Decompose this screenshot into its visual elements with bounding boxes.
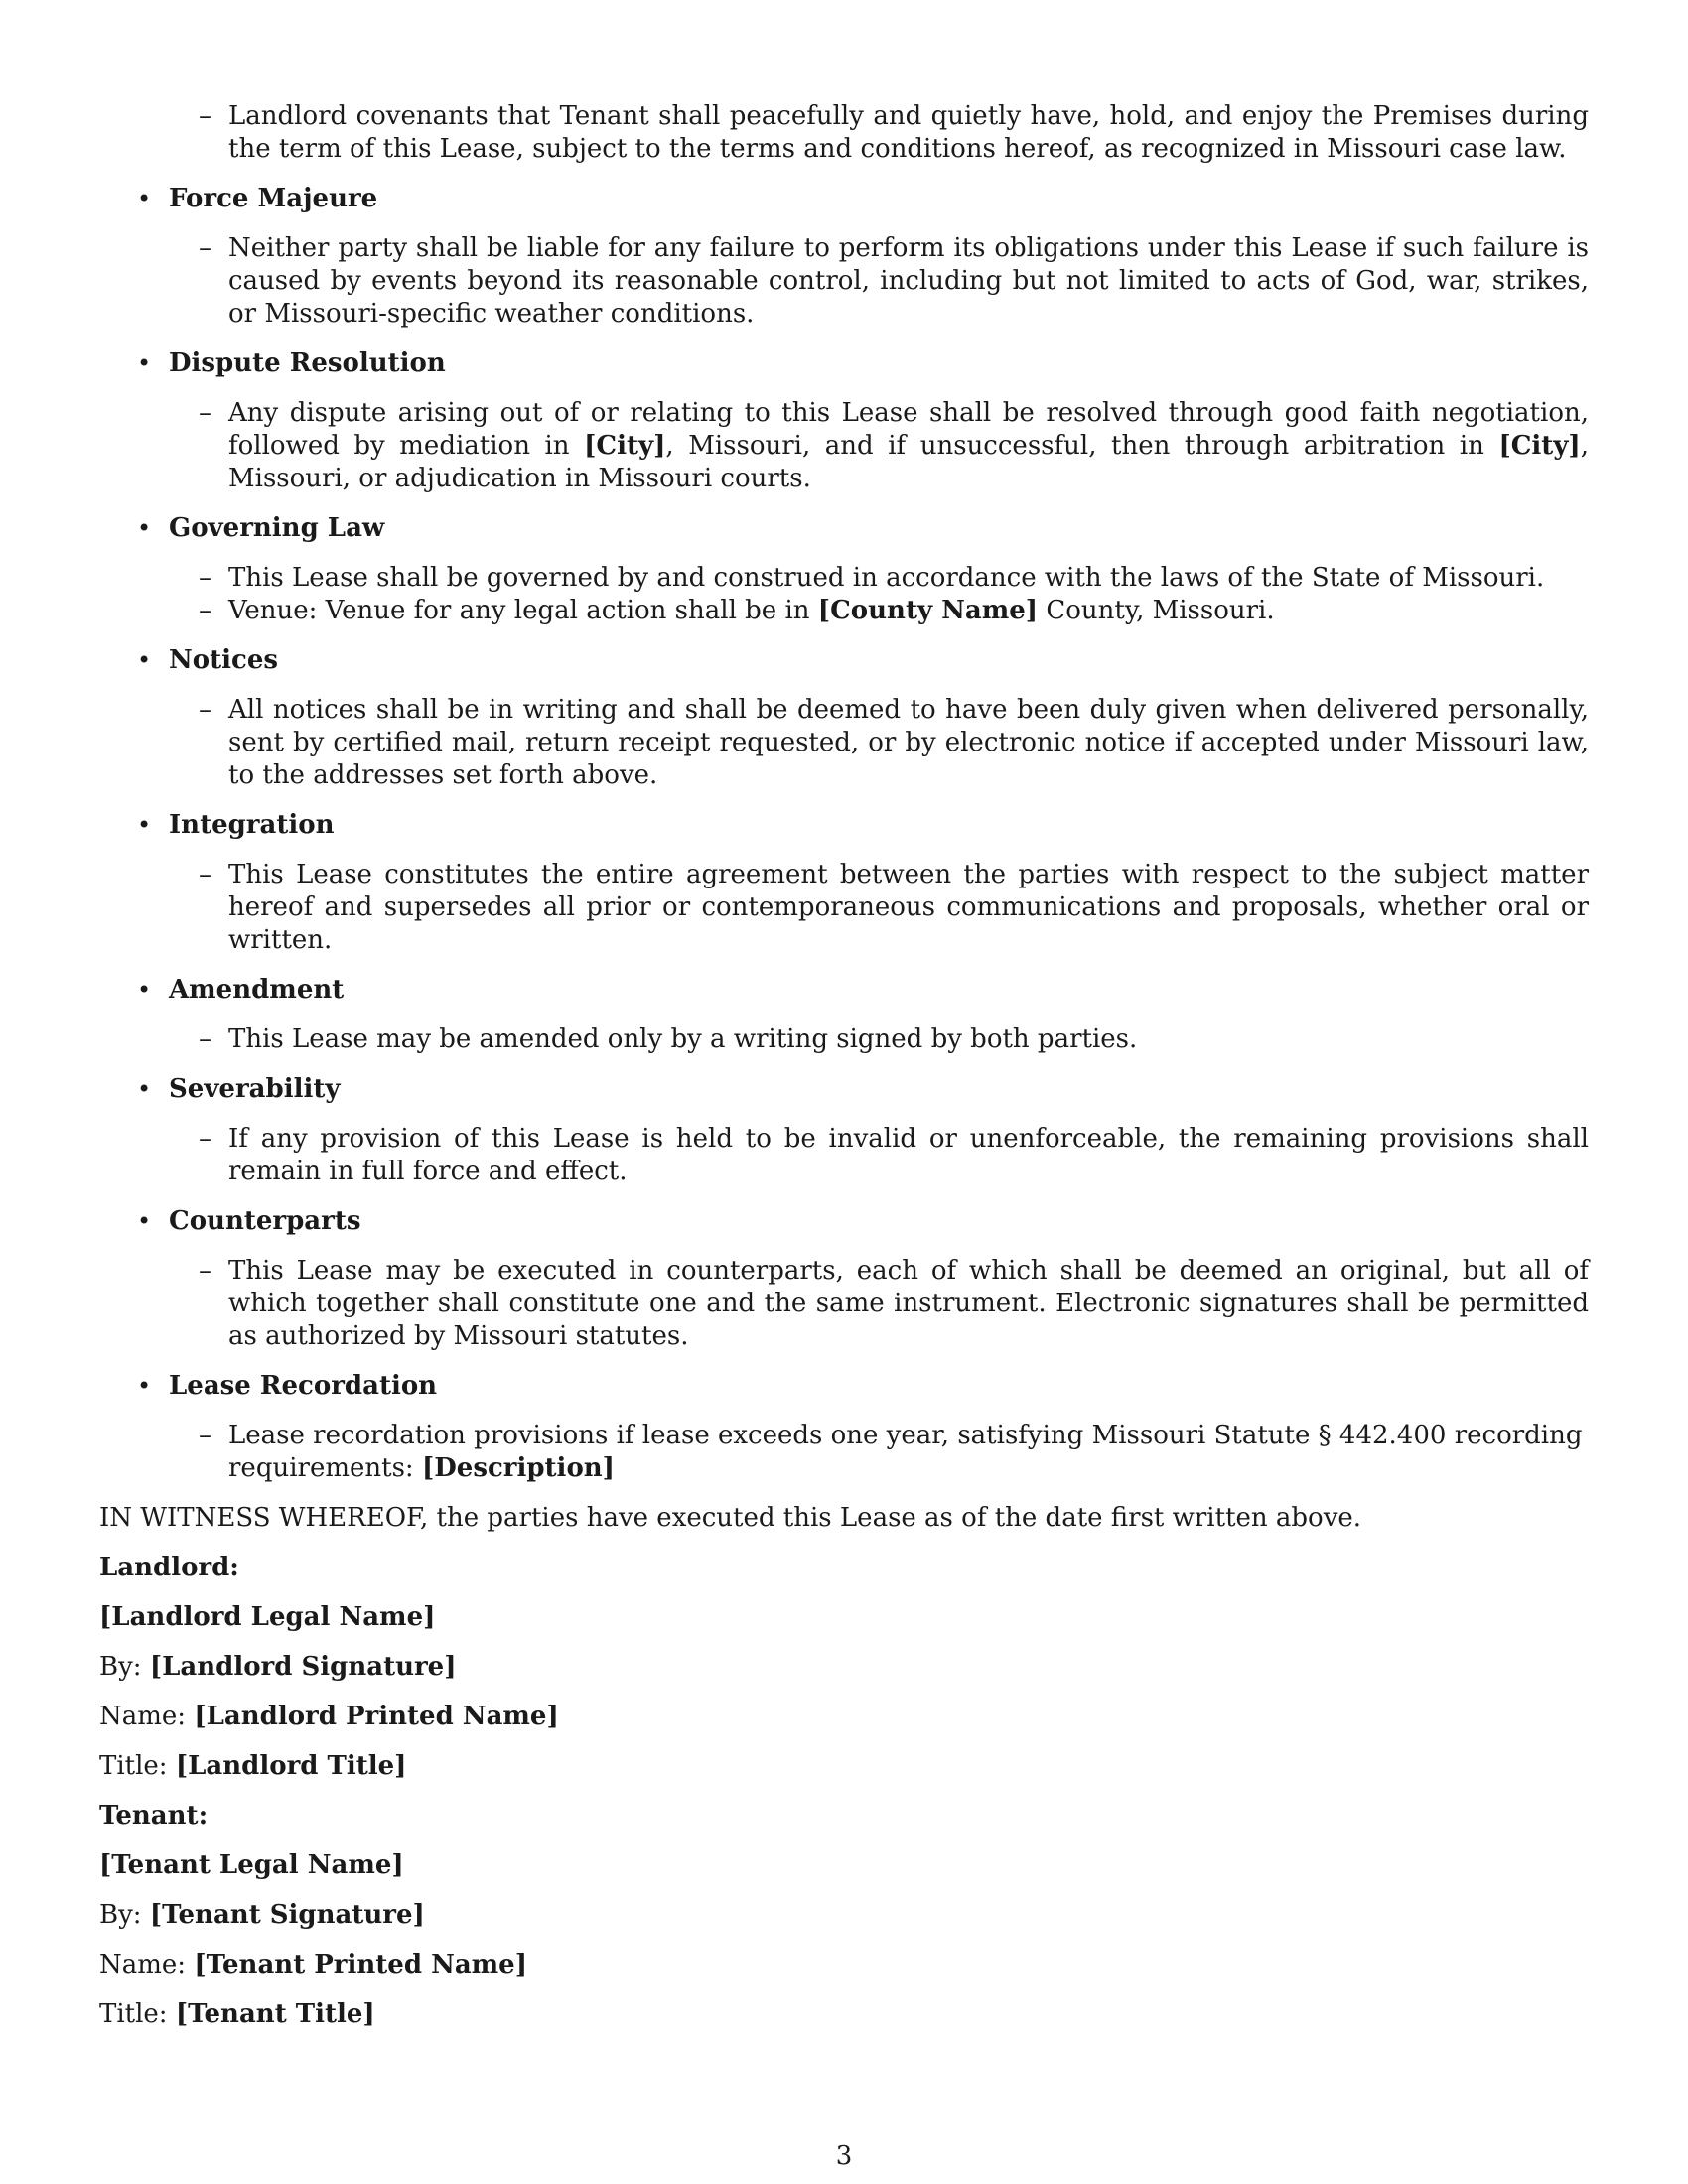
section-title: • Lease Recordation [169,1371,438,1401]
tenant-name-line [99,1949,1589,1981]
governing-law-item: – This Lease shall be governed by and construed in accordance with the laws of the State of Missouri. [99,562,1589,595]
integration-item: – This Lease constitutes the entire agreement between the parties with respect to the subject matter hereof and supersedes all prior or contemporaneous communications and proposals, whether oral or written. [99,859,1589,957]
section-notices [99,644,1589,792]
landlord-legal-name-text: [Landlord Legal Name] [99,1602,436,1632]
county-placeholder: [County Name] [817,596,1039,625]
section-force-majeure [99,183,1589,331]
tenant-signature-placeholder: [Tenant Signature] [149,1900,425,1930]
section-title: • Amendment [169,975,345,1005]
recordation-text: Lease recordation provisions if lease exceeds one year, satisfying Missouri Statute § 442.400 recording requirements: [228,1421,1583,1483]
landlord-heading-text: Landlord: [99,1553,239,1582]
venue-text-b: County, Missouri. [1038,596,1275,625]
tenant-title-line [99,1998,1589,2031]
page-number: 3 [835,2141,853,2171]
by-label: By: [99,1900,150,1930]
section-severability [99,1073,1589,1188]
lease-recordation-item [99,1420,1589,1485]
by-label: By: [99,1652,150,1682]
section-title: • Force Majeure [169,184,378,213]
city-placeholder: [City] [584,431,666,461]
description-placeholder: [Description] [421,1453,615,1483]
title-label: Title: [99,1999,176,2029]
tenant-heading [99,1800,1589,1833]
section-lease-recordation [99,1370,1589,1485]
dispute-text-c: , Missouri, or adjudication in Missouri courts. [228,431,1589,493]
tenant-legal-name-text: [Tenant Legal Name] [99,1850,404,1880]
section-title: • Dispute Resolution [169,348,446,378]
landlord-legal-name [99,1601,1589,1634]
witness-clause: IN WITNESS WHEREOF, the parties have executed this Lease as of the date first written above. [99,1503,1362,1533]
document-page [99,100,1589,2048]
lease-sections [99,100,1589,1485]
title-label: Title: [99,1751,176,1781]
force-majeure-item: – Neither party shall be liable for any failure to perform its obligations under this Lease if such failure is caused by events beyond its reasonable control, including but not limited to acts of God, war, strikes, or Missouri-specific weather conditions. [99,232,1589,331]
venue-item [99,595,1589,627]
name-label: Name: [99,1702,195,1731]
section-title: • Severability [169,1074,341,1104]
section-title: • Integration [169,810,335,840]
landlord-title-placeholder: [Landlord Title] [175,1751,407,1781]
tenant-legal-name [99,1849,1589,1882]
section-dispute-resolution [99,347,1589,495]
city-placeholder: [City] [1498,431,1581,461]
landlord-signature-placeholder: [Landlord Signature] [149,1652,457,1682]
dispute-text-b: , Missouri, and if unsuccessful, then through arbitration in [665,431,1499,461]
dispute-text-a: Any dispute arising out of or relating to this Lease shall be resolved through good faith negotiation, followed by mediation in [228,398,1589,461]
name-label: Name: [99,1950,195,1979]
section-title: • Counterparts [169,1206,361,1236]
quiet-enjoyment-item: – Landlord covenants that Tenant shall peacefully and quietly have, hold, and enjoy the Premises during the term of this Lease, subject to the terms and conditions hereof, as recognized in Missouri case law. [99,100,1589,166]
section-integration [99,809,1589,957]
amendment-item: – This Lease may be amended only by a writing signed by both parties. [99,1024,1589,1056]
severability-item: – If any provision of this Lease is held to be invalid or unenforceable, the remaining provisions shall remain in full force and effect. [99,1123,1589,1188]
section-counterparts [99,1205,1589,1353]
notices-item: – All notices shall be in writing and shall be deemed to have been duly given when delivered personally, sent by certified mail, return receipt requested, or by electronic notice if accepted under Missouri law, to the addresses set forth above. [99,694,1589,792]
section-governing-law [99,512,1589,627]
landlord-title-line [99,1750,1589,1783]
counterparts-item: – This Lease may be executed in counterparts, each of which shall be deemed an original, but all of which together shall constitute one and the same instrument. Electronic signatures shall be permitted as authorized by Missouri statutes. [99,1255,1589,1353]
section-title: • Notices [169,645,279,675]
landlord-printed-name-placeholder: [Landlord Printed Name] [194,1702,559,1731]
tenant-heading-text: Tenant: [99,1801,209,1831]
tenant-signature-block [99,1800,1589,2031]
venue-text-a: Venue: Venue for any legal action shall be in [228,596,818,625]
dispute-resolution-item [99,397,1589,495]
landlord-name-line [99,1701,1589,1733]
landlord-by-line [99,1651,1589,1684]
quiet-enjoyment-continued [99,100,1589,166]
landlord-signature-block [99,1552,1589,1783]
tenant-printed-name-placeholder: [Tenant Printed Name] [194,1950,528,1979]
section-amendment [99,974,1589,1056]
tenant-title-placeholder: [Tenant Title] [175,1999,375,2029]
tenant-by-line [99,1899,1589,1932]
section-title: • Governing Law [169,513,385,543]
landlord-heading [99,1552,1589,1584]
